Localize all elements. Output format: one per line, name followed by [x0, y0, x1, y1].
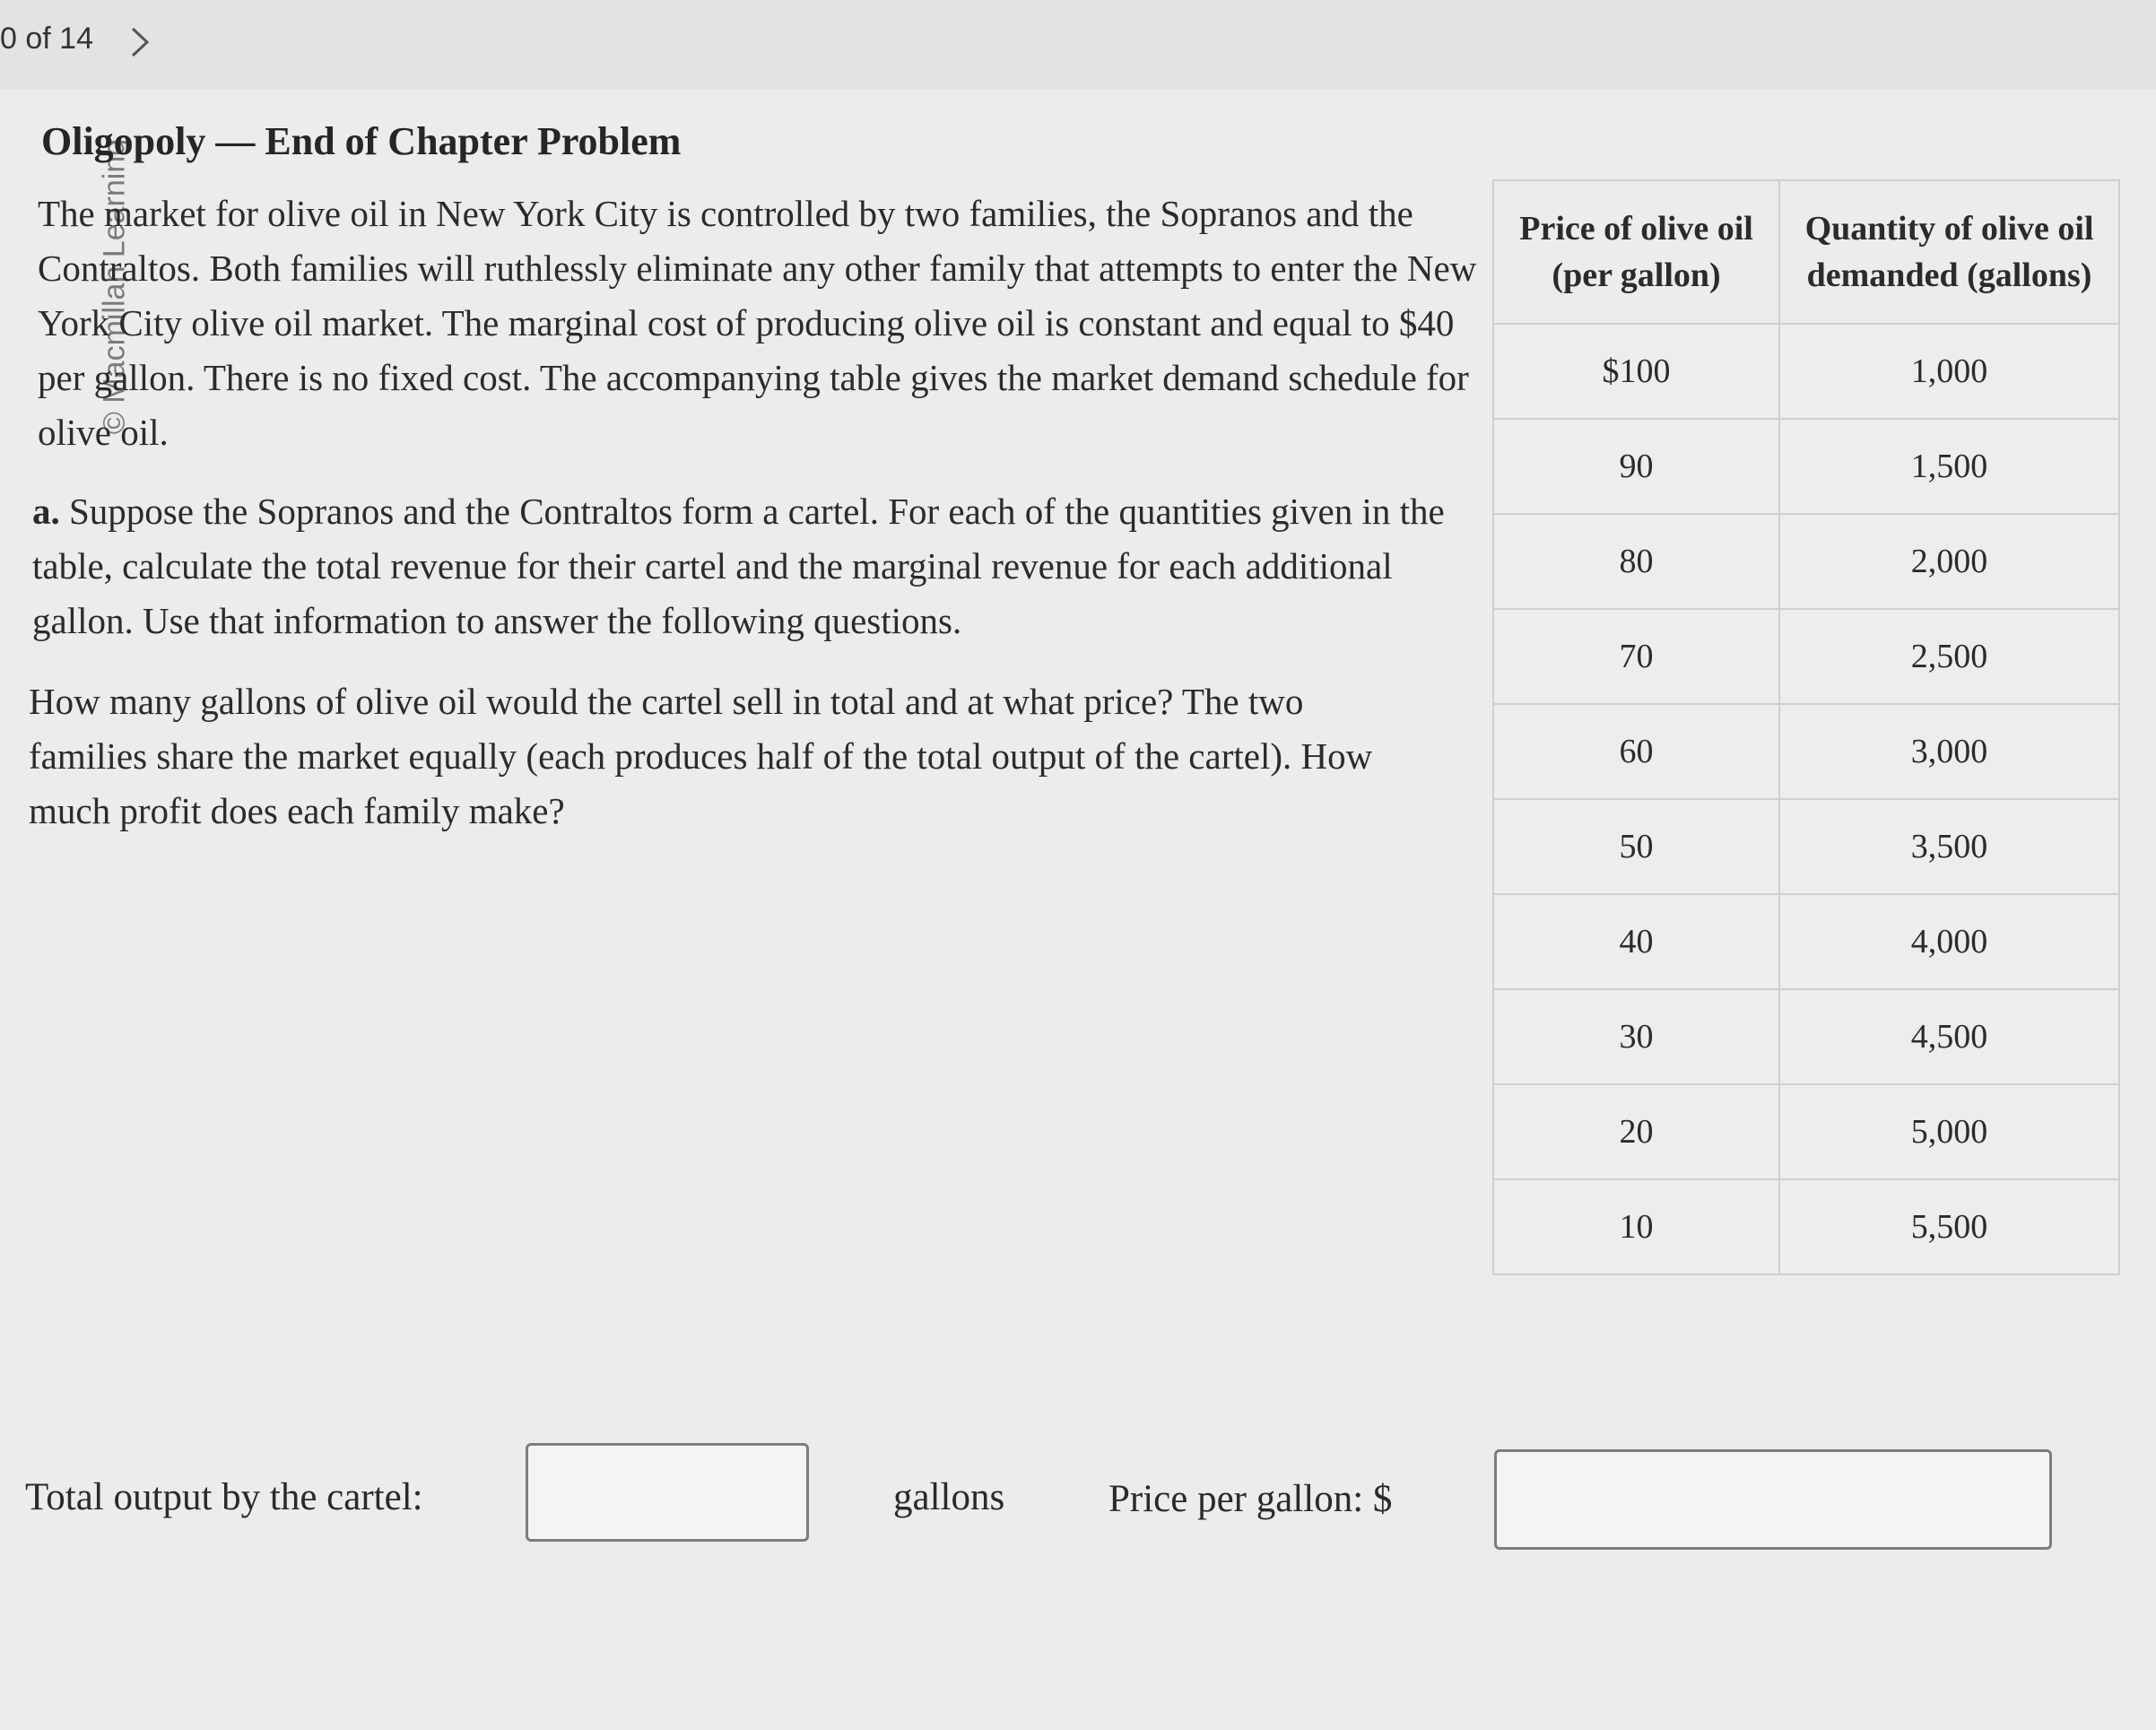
demand-schedule-table: [1492, 179, 2120, 1275]
gallons-unit-label: gallons: [893, 1476, 1005, 1518]
problem-title: Oligopoly — End of Chapter Problem: [41, 119, 682, 163]
quantity-cell: 1,500: [1779, 419, 2119, 514]
table-row: [1493, 799, 2119, 894]
quantity-cell: 1,000: [1779, 324, 2119, 419]
chevron-right-icon: [130, 26, 150, 58]
price-cell: 80: [1493, 514, 1779, 609]
total-output-input[interactable]: [526, 1443, 809, 1542]
quantity-column-header: Quantity of olive oil demanded (gallons): [1779, 180, 2119, 324]
quantity-cell: 4,000: [1779, 894, 2119, 989]
table-row: [1493, 989, 2119, 1084]
table-row: [1493, 894, 2119, 989]
price-cell: 60: [1493, 704, 1779, 799]
price-cell: 20: [1493, 1084, 1779, 1179]
question-text: How many gallons of olive oil would the cartel sell in total and at what price? The two families share the market equally (each produces half of the total output of the cartel). How much profit does each family make?: [29, 681, 1373, 831]
table-row: [1493, 609, 2119, 704]
table-row: [1493, 704, 2119, 799]
quantity-cell: 4,500: [1779, 989, 2119, 1084]
price-cell: 90: [1493, 419, 1779, 514]
price-column-header: Price of olive oil (per gallon): [1493, 180, 1779, 324]
quantity-cell: 3,000: [1779, 704, 2119, 799]
copyright-credit: © Macmillan Learning: [97, 138, 132, 435]
part-a-text: Suppose the Sopranos and the Contraltos form a cartel. For each of the quantities given in the table, calculate the total revenue for their cartel and the marginal revenue for each additional gallon. Use that information to answer the following questions.: [32, 491, 1445, 641]
part-a-instructions: [32, 484, 1485, 648]
table-row: [1493, 1084, 2119, 1179]
price-per-gallon-input[interactable]: [1494, 1449, 2052, 1550]
price-cell: 40: [1493, 894, 1779, 989]
quantity-cell: 2,000: [1779, 514, 2119, 609]
table-row: [1493, 324, 2119, 419]
quantity-cell: 5,500: [1779, 1179, 2119, 1274]
price-cell: $100: [1493, 324, 1779, 419]
price-cell: 70: [1493, 609, 1779, 704]
next-page-button[interactable]: [122, 22, 158, 63]
table-row: [1493, 1179, 2119, 1274]
table-row: [1493, 514, 2119, 609]
quantity-cell: 5,000: [1779, 1084, 2119, 1179]
price-per-gallon-label: Price per gallon: $: [1108, 1478, 1393, 1520]
problem-intro: The market for olive oil in New York City is controlled by two families, the Sopranos and the Contraltos. Both families will ruthlessly eliminate any other family that attempts to enter the New York City olive oil market. The marginal cost of producing olive oil is constant and equal to $40 per gallon. There is no fixed cost. The accompanying table gives the market demand schedule for olive oil.: [38, 193, 1477, 453]
total-output-label: Total output by the cartel:: [25, 1476, 423, 1518]
page-counter: 0 of 14: [0, 22, 93, 56]
price-cell: 10: [1493, 1179, 1779, 1274]
price-cell: 50: [1493, 799, 1779, 894]
top-navigation-bar: [0, 0, 2156, 90]
price-cell: 30: [1493, 989, 1779, 1084]
quantity-cell: 2,500: [1779, 609, 2119, 704]
table-row: [1493, 419, 2119, 514]
table-header-row: [1493, 180, 2119, 324]
part-a-label: a.: [32, 491, 60, 532]
quantity-cell: 3,500: [1779, 799, 2119, 894]
